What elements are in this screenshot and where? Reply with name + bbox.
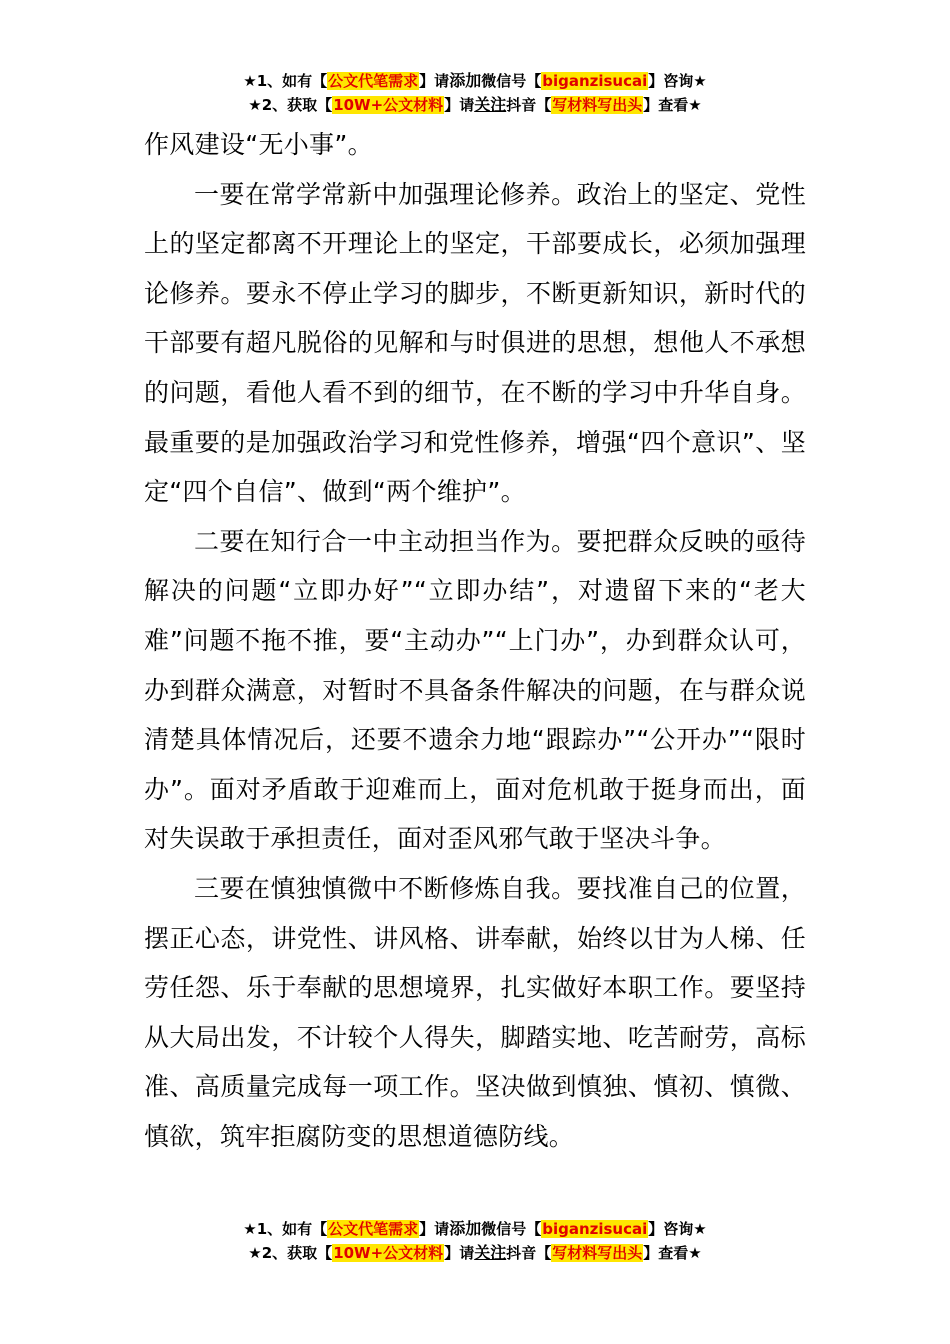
- highlight-douyin-account: 写材料写出头: [552, 96, 643, 114]
- banner-text: 微信号【: [481, 72, 542, 90]
- banner-text: 】请: [444, 96, 475, 114]
- banner-emphasis: 关注: [474, 95, 507, 114]
- banner-text: 微信号【: [481, 1220, 542, 1238]
- highlight-service: 公文代笔需求: [328, 1220, 419, 1238]
- banner-text: ★1、如有【: [243, 1220, 328, 1238]
- banner-line-2: [0, 1242, 950, 1266]
- banner-line-1: [0, 1218, 950, 1242]
- banner-text: 】请: [419, 72, 450, 90]
- banner-line-1: [0, 70, 950, 94]
- document-body: [144, 120, 806, 1161]
- highlight-materials: 10W+公文材料: [333, 96, 444, 114]
- banner-text: 抖音【: [506, 96, 552, 114]
- paragraph-action: 二要在知行合一中主动担当作为。要把群众反映的亟待解决的问题“立即办好”“立即办结”，对遗留下来的“老大难”问题不拖不推，要“主动办”“上门办”，办到群众认可，办到群众满意，对暂时不具备条件解决的问题，在与群众说清楚具体情况后，还要不遗余力地“跟踪办”“公开办”“限时办”。面对矛盾敢于迎难而上，面对危机敢于挺身而出，面对失误敢于承担责任，面对歪风邪气敢于坚决斗争。: [144, 526, 806, 854]
- highlight-wechat-id: biganzisucai: [542, 72, 648, 90]
- footer-banner: [0, 1218, 950, 1266]
- highlight-wechat-id: biganzisucai: [542, 1220, 648, 1238]
- banner-text: ★2、获取【: [248, 1244, 333, 1262]
- banner-text: 】请: [419, 1220, 450, 1238]
- header-banner: [0, 70, 950, 118]
- highlight-douyin-account: 写材料写出头: [552, 1244, 643, 1262]
- banner-line-2: [0, 94, 950, 118]
- banner-text: ★1、如有【: [243, 72, 328, 90]
- paragraph-self-discipline: 三要在慎独慎微中不断修炼自我。要找准自己的位置，摆正心态，讲党性、讲风格、讲奉献，始终以甘为人梯、任劳任怨、乐于奉献的思想境界，扎实做好本职工作。要坚持从大局出发，不计较个人得失，脚踏实地、吃苦耐劳，高标准、高质量完成每一项工作。坚决做到慎独、慎初、慎微、慎欲，筑牢拒腐防变的思想道德防线。: [144, 873, 806, 1151]
- banner-text: ★2、获取【: [248, 96, 333, 114]
- banner-emphasis: 添加: [449, 71, 482, 90]
- banner-emphasis: 关注: [474, 1243, 507, 1262]
- banner-text: 】请: [444, 1244, 475, 1262]
- highlight-service: 公文代笔需求: [328, 72, 419, 90]
- paragraph-theory: 一要在常学常新中加强理论修养。政治上的坚定、党性上的坚定都离不开理论上的坚定，干部要成长，必须加强理论修养。要永不停止学习的脚步，不断更新知识，新时代的干部要有超凡脱俗的见解和与时俱进的思想，想他人不承想的问题，看他人看不到的细节，在不断的学习中升华自身。最重要的是加强政治学习和党性修养，增强“四个意识”、坚定“四个自信”、做到“两个维护”。: [144, 179, 806, 507]
- highlight-materials: 10W+公文材料: [333, 1244, 444, 1262]
- banner-text: 】咨询★: [648, 1220, 707, 1238]
- banner-text: 】查看★: [643, 96, 702, 114]
- banner-text: 抖音【: [506, 1244, 552, 1262]
- banner-text: 】咨询★: [648, 72, 707, 90]
- paragraph-continuation: 作风建设“无小事”。: [144, 130, 373, 159]
- banner-text: 】查看★: [643, 1244, 702, 1262]
- banner-emphasis: 添加: [449, 1219, 482, 1238]
